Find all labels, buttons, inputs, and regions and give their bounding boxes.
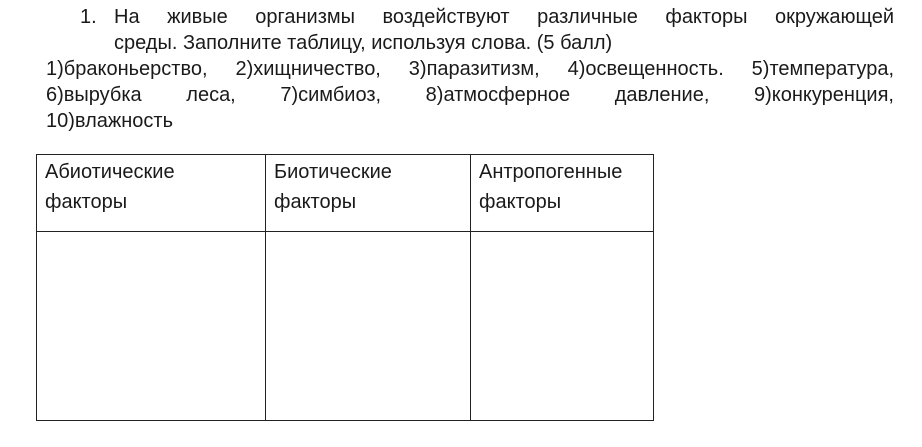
options-line-2: 6)вырубка леса, 7)симбиоз, 8)атмосферное давление, 9)конкуренция, (46, 84, 894, 106)
cell-biotic[interactable] (266, 232, 471, 421)
task-number: 1. (80, 6, 97, 28)
header-anthropogenic-line1: Антропогенные (479, 161, 623, 183)
header-biotic-line1: Биотические (274, 161, 392, 183)
factors-table (36, 154, 654, 421)
header-anthropogenic (471, 155, 654, 232)
question-line-1 (46, 4, 894, 30)
options-line-3: 10)влажность (46, 110, 173, 132)
header-abiotic-line1: Абиотические (45, 161, 175, 183)
header-biotic-line2: факторы (274, 191, 357, 213)
header-abiotic-line2: факторы (45, 191, 128, 213)
header-biotic (266, 155, 471, 232)
question-line-2: среды. Заполните таблицу, используя слова. (5 балл) (114, 32, 613, 54)
cell-anthropogenic[interactable] (471, 232, 654, 421)
cell-abiotic[interactable] (37, 232, 266, 421)
header-anthropogenic-line2: факторы (479, 191, 562, 213)
options-line-1: 1)браконьерство, 2)хищничество, 3)паразитизм, 4)освещенность. 5)температура, (46, 58, 894, 80)
question-text-1: На живые организмы воздействуют различные факторы окружающей (114, 6, 894, 28)
header-abiotic (37, 155, 266, 232)
table-answer-row (37, 232, 654, 421)
table-header-row (37, 155, 654, 232)
task-block (46, 4, 894, 134)
